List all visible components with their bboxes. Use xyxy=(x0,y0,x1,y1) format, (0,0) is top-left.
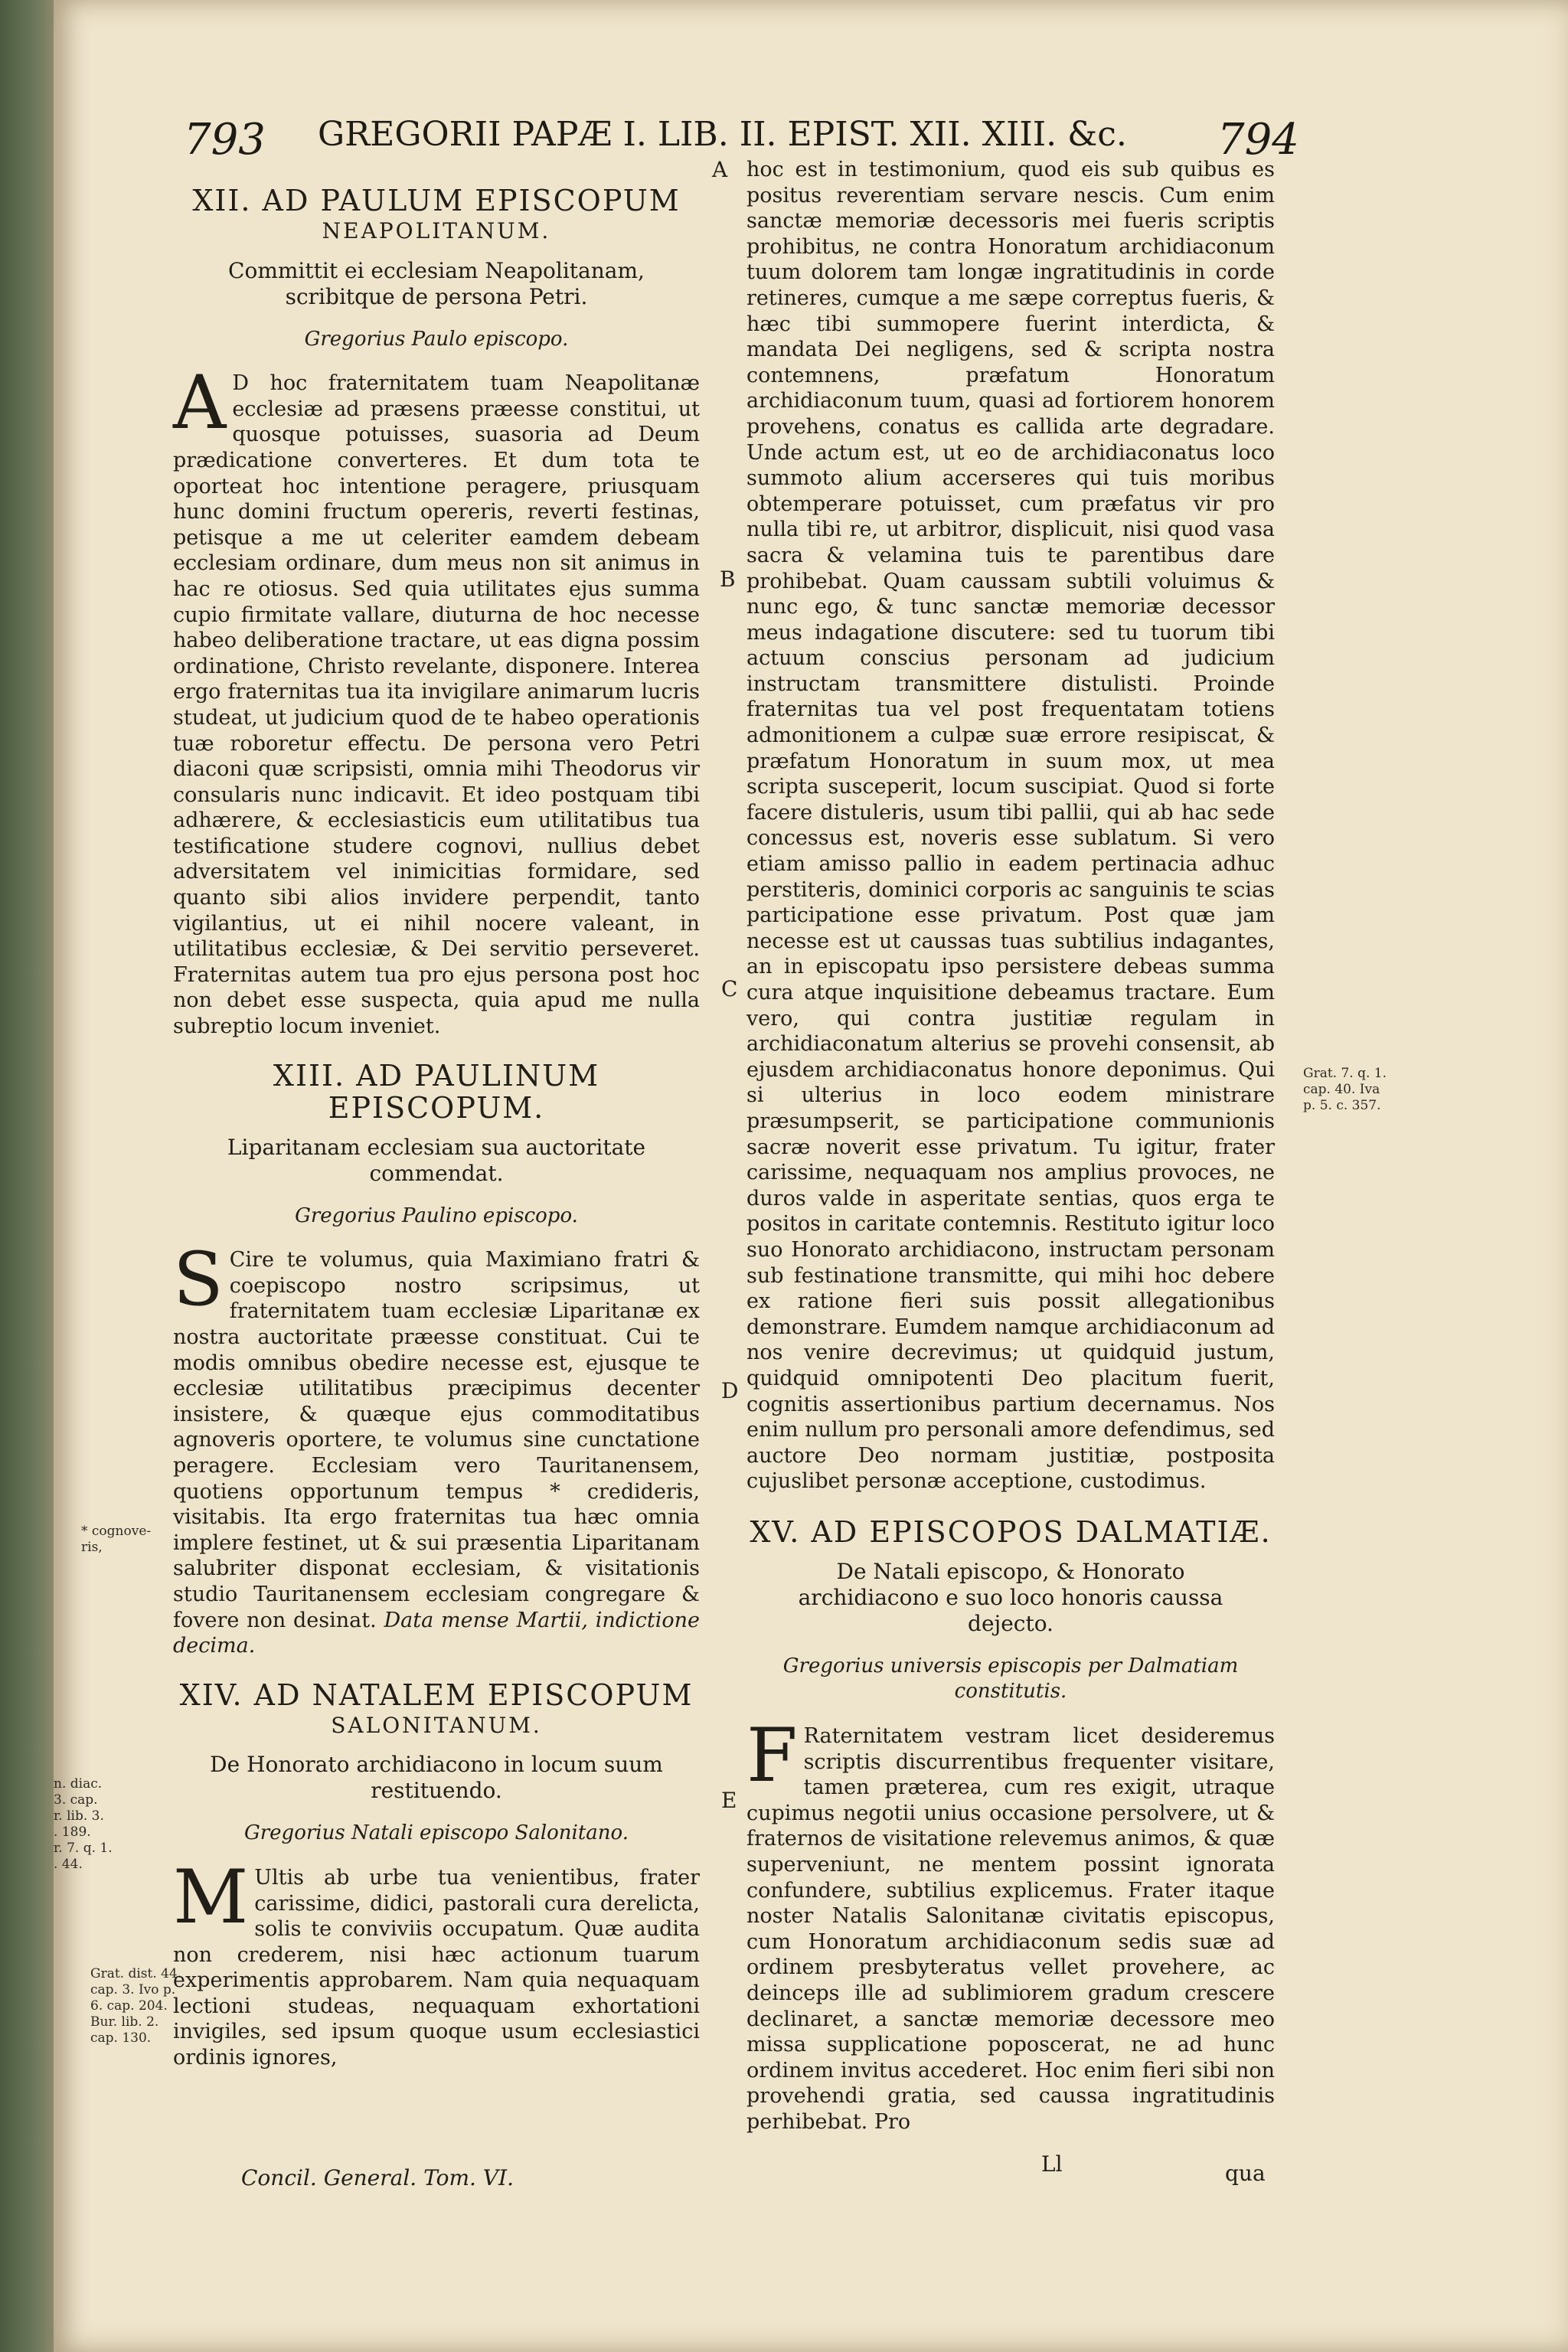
footer-volume-note: Concil. General. Tom. VI. xyxy=(241,2165,514,2190)
left-column xyxy=(173,157,700,2082)
letter-xiii-title: XIII. AD PAULINUM EPISCOPUM. xyxy=(273,1058,600,1125)
letter-xiv-subtitle: SALONITANUM. xyxy=(331,1712,542,1738)
margin-letter-d: D xyxy=(721,1378,739,1403)
margin-letter-e: E xyxy=(721,1788,737,1813)
letter-xiv-title: XIV. AD NATALEM EPISCOPUM xyxy=(179,1677,694,1712)
letter-xii-title: XII. AD PAULUM EPISCOPUM xyxy=(192,184,681,217)
letter-xii-body: D hoc fraternitatem tuam Neapolitanæ ecclesiæ ad præsens præesse constitui, ut quosque potuisses, suasoria ad Deum prædicatione converteres. Et dum tota te oporteat hoc intentione peragere, priusquam hunc domini fructum opereris, reverti festinas, petisque a me ut celeriter eamdem debeam ecclesiam ordinare, dum meus non sit animus in hac re otiosus. Sed quia utilitates ejus summa cupio firmitate vallare, diuturna de hoc necesse habeo deliberatione tractare, ut eas digna possim ordinatione, Christo revelante, disponere. Interea ergo fraternitas tua ita invigilare animarum lucris studeat, ut judicium quod de te habeo operationis tuæ roboretur effectu. De persona vero Petri diaconi quæ scripsisti, omnia mihi Theodorus vir consularis nunc indicavit. Et ideo postquam tibi adhærere, & ecclesiasticis eum utilitatibus tua testificatione studere cognovi, nullius debet adversitatem vel inimicitias formidare, sed quanto sibi alios invidere perpendit, tanto vigilantius, ut ei nihil nocere valeant, in utilitatibus ecclesiæ, & Dei servitio perseveret. Fraternitas autem tua pro ejus persona post hoc non debet esse suspecta, quia apud me nulla subreptio locum inveniet. xyxy=(173,371,700,1039)
left-page-number: 793 xyxy=(184,115,266,165)
letter-xiii-dating: Data mense Martii, indictione decima. xyxy=(173,1608,700,1658)
letter-xiii-salutation: Gregorius Paulino episcopo. xyxy=(295,1204,578,1227)
letter-xiv-continuation: hoc est in testimonium, quod eis sub quibus es positus reverentiam servare nescis. Cum enim sanctæ memoriæ decessoris mei fueris scriptis prohibitus, ne contra Honoratum archidiaconum tuum dolorem tam longæ ingratitudinis in corde retineres, cumque a me sæpe correptus fueris, & hæc tibi summopere fuerint interdicta, & mandata Dei negligens, sed & scripta nostra contemnens, præfatum Honoratum archidiaconum tuum, quasi ad fortiorem honorem provehens, conatus es callida arte degradare. Unde actum est, ut eo de archidiaconatus loco summoto alium accerseres qui tuis moribus obtemperare potuisset, cum præfatus vir pro nulla tibi re, ut arbitror, displicuit, nisi quod vasa sacra & velamina tuis te parentibus dare prohibebat. Quam caussam subtili voluimus & nunc ego, & tunc sanctæ memoriæ decessor meus indagatione discutere: sed tu tuorum tibi actuum conscius personam ad judicium instructam transmittere distulisti. Proinde fraternitas tua vel post frequentatam totiens admonitionem a culpæ suæ errore resipiscat, & præfatum Honoratum in suum mox, ut mea scripta susceperit, locum suscipiat. Quod si forte facere distuleris, usum tibi pallii, qui ab hac sede concessus est, noveris esse sublatum. Si vero etiam amisso pallio in eadem pertinacia adhuc perstiteris, dominici corporis ac sanguinis te scias participatione esse privatum. Post quæ jam necesse est ut caussas tuas subtilius indagantes, an in episcopatu ipso persistere debeas summa cura atque inquisitione debeamus tractare. Eum vero, qui contra justitiæ regulam in archidiaconatum alterius se provehi consensit, ab ejusdem archidiaconatus honore deponimus. Qui si ulterius in loco eodem ministrare præsumpserit, se participatione communionis sacræ noverit esse privatum. Tu igitur, frater carissime, nequaquam nos amplius provoces, ne duros valde in asperitate sentias, quos erga te positos in caritate contemnis. Restituto igitur loco suo Honorato archidiacono, instructam personam sub festinatione transmitte, qui mihi hoc debere ex ratione fieri suis possit allegationibus demonstrare. Eumdem namque archidiaconum ad nos venire decrevimus; ut quidquid justum, quidquid omnipotenti Deo placitum fuerit, cognitis assertionibus partium decernamus. Nos enim nullum pro personali amore defendimus, sed auctore Deo normam justitiæ, postposita cujuslibet personæ acceptione, custodimus. xyxy=(746,158,1275,1494)
binding-gutter xyxy=(0,0,55,2352)
book-page xyxy=(54,0,1568,2352)
letter-xv-salutation: Gregorius universis episcopis per Dalmatiam constitutis. xyxy=(782,1654,1239,1704)
right-column xyxy=(746,157,1275,2146)
signature-mark: Ll xyxy=(1041,2151,1063,2177)
catchword: qua xyxy=(1225,2161,1266,2186)
letter-xii-dropcap: A xyxy=(173,360,227,446)
letter-xiii-dropcap: S xyxy=(173,1236,224,1323)
margin-letter-b: B xyxy=(720,567,736,592)
letter-xiv-dropcap: M xyxy=(173,1854,249,1940)
letter-xiii-body: Cire te volumus, quia Maximiano fratri & coepiscopo nostro scripsimus, ut fraternitatem tuam ecclesiæ Liparitanæ ex nostra auctoritate præesse constituat. Cui te modis omnibus obedire necesse est, ejusque te ecclesiæ utilitatibus præcipimus decenter insistere, & quæque ejus commoditatibus agnoveris oportere, te volumus sine cunctatione peragere. Ecclesiam vero Tauritanensem, quotiens opportunum tempus * credideris, visitabis. Ita ergo fraternitas tua hæc omnia implere festinet, ut & sui præsentia Liparitanam salubriter disponat ecclesiam, & visitationis studio Tauritanensem ecclesiam congregare & fovere non desinat. xyxy=(173,1248,700,1632)
letter-xiv-body: Ultis ab urbe tua venientibus, frater carissime, didici, pastorali cura derelicta, solis te conviviis occupatum. Quæ audita non crederem, nisi hæc actionum tuarum experimentis approbarem. Nam quia nequaquam lectioni studeas, nequaquam exhortationi invigiles, sed ipsum quoque usum ecclesiastici ordinis ignores, xyxy=(173,1865,700,2070)
right-page-number: 794 xyxy=(1217,115,1299,165)
margin-letter-a: A xyxy=(712,157,728,182)
letter-xii-salutation: Gregorius Paulo episcopo. xyxy=(304,327,569,351)
running-title: GREGORII PAPÆ I. LIB. II. EPIST. XII. XIII. &c. xyxy=(318,115,1127,154)
letter-xii-subtitle: NEAPOLITANUM. xyxy=(322,218,551,243)
letter-xiii-summary: Liparitanam ecclesiam sua auctoritate commendat. xyxy=(227,1134,646,1186)
letter-xv-body: Raternitatem vestram licet desideremus scriptis discurrentibus frequenter visitare, tamen præterea, cum res exigit, utraque cupimus negotii unius occasione persolvere, ut & fraternos de visitatione relevemus animos, & quæ superveniunt, ne mentem possint ignorata confundere, subtilius explicemus. Frater itaque noster Natalis Salonitanæ civitatis episcopus, cum Honoratum archidiaconum sedis suæ ad ordinem presbyteratus vellet provehere, ac deinceps ille ad sublimiorem gradum crescere declinaret, a sanctæ memoriæ decessore meo missa supplicatione poposcerat, ne ad hunc ordinem invitus accederet. Hoc enim fieri sibi non provehendi gratia, sed caussa ingratitudinis perhibebat. Pro xyxy=(746,1724,1275,2134)
letter-xiv-salutation: Gregorius Natali episcopo Salonitano. xyxy=(243,1821,629,1845)
letter-xv-summary: De Natali episcopo, & Honorato archidiacono e suo loco honoris caussa dejecto. xyxy=(798,1558,1223,1636)
letter-xv-title: XV. AD EPISCOPOS DALMATIÆ. xyxy=(750,1514,1272,1549)
margin-note-grat-dist: Grat. dist. 44. cap. 3. Ivo p. 6. cap. 204. Bur. lib. 2. cap. 130. xyxy=(90,1966,182,2046)
margin-note-cognoveris: * cognove- ris, xyxy=(81,1524,152,1555)
margin-letter-c: C xyxy=(721,976,738,1001)
letter-xv-dropcap: F xyxy=(746,1713,798,1799)
margin-note-grat-7q: Grat. 7. q. 1. cap. 40. Iva p. 5. c. 357. xyxy=(1303,1066,1387,1113)
letter-xii-summary: Committit ei ecclesiam Neapolitanam, scribitque de persona Petri. xyxy=(228,257,645,309)
edge-margin-note: n. diac. 3. cap. r. lib. 3. . 189. r. 7. q. 1. . 44. xyxy=(54,1776,113,1872)
letter-xiv-summary: De Honorato archidiacono in locum suum restituendo. xyxy=(210,1752,663,1804)
